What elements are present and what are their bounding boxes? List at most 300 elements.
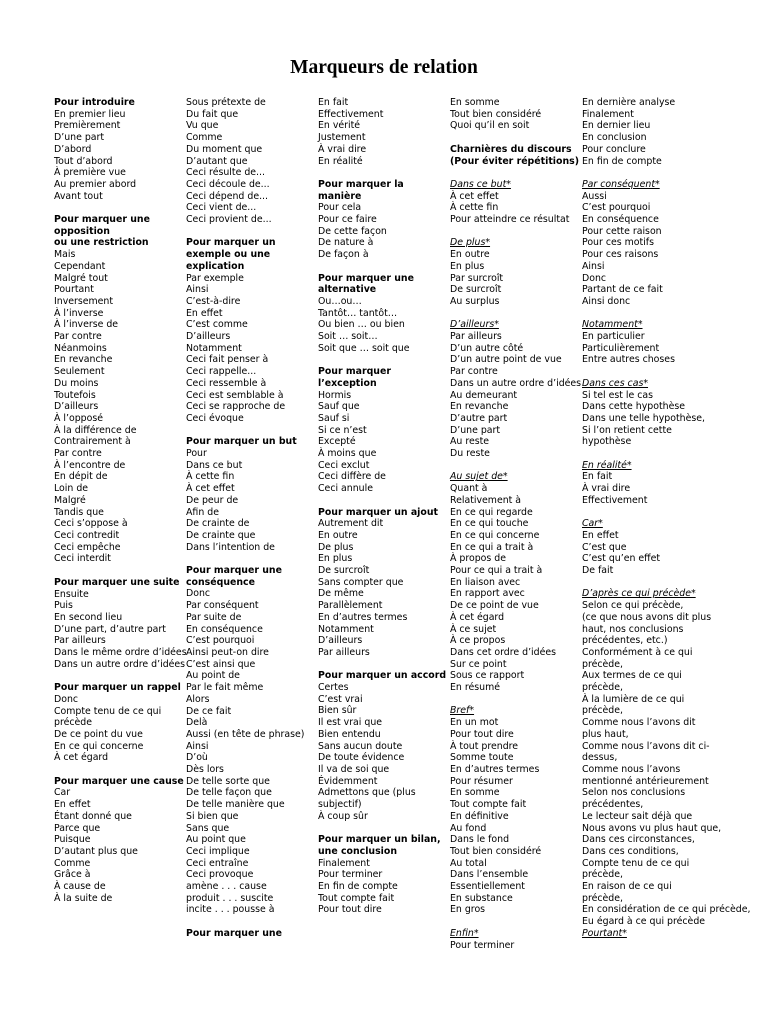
list-item: Si tel est le cas [582, 389, 654, 401]
list-item: En conclusion [582, 132, 647, 144]
list-item: Grâce à [54, 869, 91, 881]
list-item: Au point que [186, 834, 246, 846]
list-item: À vrai dire [318, 143, 367, 155]
section-heading: Pour marquer un but [186, 436, 297, 448]
list-item: De ce fait [186, 705, 232, 717]
list-item: Effectivement [582, 494, 648, 506]
list-item: D’une part [54, 132, 105, 144]
list-item: En outre [318, 529, 358, 541]
list-item: Donc [186, 588, 211, 600]
list-item: Pour tout dire [450, 728, 514, 740]
list-item: Par surcroît [450, 272, 504, 284]
list-item: Donc [54, 693, 79, 705]
list-item: Aussi (en tête de phrase) [186, 728, 305, 740]
section-heading: ou une restriction [54, 237, 149, 249]
list-item: Pour conclure [582, 143, 646, 155]
list-item: Ceci empêche [54, 541, 121, 553]
list-item: Ceci ressemble à [186, 377, 267, 389]
list-item: D’une part [450, 424, 501, 436]
list-item: Malgré tout [54, 272, 108, 284]
list-item: Eu égard à ce qui précède [582, 916, 706, 928]
column-1 [54, 97, 186, 904]
list-item: Sans aucun doute [318, 740, 403, 752]
list-item: Au total [450, 857, 487, 869]
list-item: Ainsi [186, 284, 209, 296]
list-item: Ceci dépend de... [186, 190, 269, 202]
list-item: C’est-à-dire [186, 295, 241, 307]
list-item: En effet [54, 799, 91, 811]
list-item: En outre [450, 249, 490, 261]
list-item: À l’inverse [54, 307, 104, 319]
list-item: Pour tout dire [318, 904, 382, 916]
list-item: Au surplus [450, 295, 500, 307]
list-item: Comme nous l’avons dit plus haut, [582, 717, 696, 740]
list-item: Malgré [54, 494, 86, 506]
list-item: Aux termes de ce qui précède, [582, 670, 682, 694]
list-item: Seulement [54, 366, 105, 378]
list-item: Tout d’abord [54, 155, 113, 167]
subsection-heading: Dans ces cas* [582, 377, 649, 389]
list-item: Justement [318, 132, 366, 144]
list-item: Soit que … soit que [318, 342, 410, 354]
list-item: De façon à [318, 249, 369, 261]
list-item: C’est ainsi que [186, 658, 256, 670]
list-item: Cependant [54, 260, 106, 272]
list-item: C’est qu’en effet [582, 553, 661, 565]
list-item: Ceci interdit [54, 553, 111, 565]
list-item: C’est vrai [318, 693, 363, 705]
column-5 [582, 97, 751, 940]
column-2 [186, 97, 318, 940]
list-item: Sans que [186, 822, 230, 834]
list-item: Parce que [54, 822, 101, 834]
list-item: Par exemple [186, 272, 244, 284]
subsection-heading: De plus* [450, 237, 491, 249]
list-item: Entre autres choses [582, 354, 675, 366]
list-item: Admettons que (plus subjectif) [318, 787, 416, 811]
section-heading: Pour introduire [54, 97, 135, 108]
list-item: Du moins [54, 377, 99, 389]
list-item: Dans ces conditions, [582, 845, 679, 857]
list-item: De cette façon [318, 225, 387, 237]
list-item: En revanche [54, 354, 113, 366]
section-heading: Pour marquer une conséquence [186, 565, 282, 588]
list-item: Du reste [450, 448, 490, 460]
list-item: Ceci entraîne [186, 857, 249, 869]
list-item: Sauf que [318, 401, 360, 413]
list-item: De crainte de [186, 518, 250, 530]
list-item: Dès lors [186, 764, 224, 776]
list-item: En conséquence [582, 214, 659, 226]
list-item: C’est pourquoi [582, 202, 651, 214]
list-item: Ceci implique [186, 845, 250, 857]
list-item: Pour terminer [318, 869, 383, 881]
list-item: Dans l’intention de [186, 541, 275, 553]
list-item: En vérité [318, 120, 361, 132]
section-heading: Pour marquer une suite [54, 576, 180, 588]
list-item: En revanche [450, 401, 509, 413]
list-item: Toutefois [54, 389, 96, 401]
list-item: C’est pourquoi [186, 635, 255, 647]
list-item: Tantôt… tantôt… [318, 307, 398, 319]
list-item: Notamment [186, 342, 242, 354]
list-item: Selon ce qui précède, [582, 600, 684, 612]
list-item: Dans le même ordre d’idées [54, 647, 187, 659]
list-item: Dans un autre ordre d’idées [54, 658, 186, 670]
list-item: À l’encontre de [54, 459, 126, 471]
list-item: Dans un autre ordre d’idées [450, 377, 582, 389]
list-item: Contrairement à [54, 436, 131, 448]
list-item: Comme [186, 132, 223, 144]
list-item: En ce qui concerne [54, 740, 144, 752]
list-item: Par suite de [186, 611, 242, 623]
list-item: En effet [582, 529, 619, 541]
subsection-heading: Bref* [450, 705, 475, 717]
list-item: incite . . . pousse à [186, 904, 275, 916]
list-item: Quoi qu’il en soit [450, 120, 530, 132]
list-item: Autrement dit [318, 518, 384, 530]
list-item: Inversement [54, 295, 114, 307]
list-item: En ce qui a trait à [450, 541, 534, 553]
list-item: Pour cette raison [582, 225, 662, 237]
list-item: À cet égard [450, 611, 505, 623]
section-heading: Charnières du discours (Pour éviter répétitions) [450, 143, 579, 167]
list-item: En somme [450, 97, 500, 108]
list-item: En ce qui concerne [450, 529, 540, 541]
list-item: C’est comme [186, 319, 248, 331]
list-item: À tout prendre [450, 740, 519, 752]
list-item: Au point de [186, 670, 240, 682]
list-item: En dépit de [54, 471, 108, 483]
page-title: Marqueurs de relation [290, 57, 478, 78]
list-item: Par le fait même [186, 682, 264, 694]
subsection-heading: Au sujet de* [450, 471, 508, 483]
subsection-heading: Par conséquent* [582, 178, 660, 190]
list-item: Bien sûr [318, 705, 357, 717]
list-item: Ceci rappelle... [186, 366, 257, 378]
list-item: De fait [582, 565, 614, 577]
list-item: En liaison avec [450, 576, 521, 588]
list-item: Dans une telle hypothèse, [582, 412, 705, 424]
list-item: Comme nous l’avons mentionné antérieurement [582, 763, 709, 787]
list-item: En premier lieu [54, 108, 126, 120]
list-item: Soit … soit… [318, 331, 378, 343]
list-item: Compte tenu de ce qui précède [54, 705, 162, 729]
list-item: Au reste [450, 436, 490, 448]
list-item: Du moment que [186, 143, 263, 155]
list-item: Ceci vient de... [186, 202, 257, 214]
section-heading: Pour marquer un rappel [54, 682, 181, 694]
list-item: amène . . . cause [186, 881, 267, 893]
list-item: Ainsi [186, 740, 209, 752]
list-item: Dans cette hypothèse [582, 401, 686, 413]
list-item: Tout bien considéré [450, 845, 542, 857]
list-item: En effet [186, 307, 223, 319]
list-item: Du fait que [186, 108, 239, 120]
list-item: En ce qui touche [450, 518, 529, 530]
list-item: En d’autres termes [450, 763, 540, 775]
list-item: C’est que [582, 541, 627, 553]
list-item: En plus [318, 553, 353, 565]
list-item: De ce point du vue [54, 728, 143, 740]
list-item: Par conséquent [186, 600, 259, 612]
list-item: Ceci annule [318, 483, 373, 495]
list-item: En ce qui regarde [450, 506, 533, 518]
list-item: Ceci fait penser à [186, 354, 269, 366]
list-item: D’ailleurs [318, 635, 363, 647]
list-item: En réalité [318, 155, 363, 167]
list-item: De telle sorte que [186, 775, 270, 787]
list-item: De crainte que [186, 529, 256, 541]
list-item: Ceci se rapproche de [186, 401, 286, 413]
section-heading: Pour marquer une [186, 927, 282, 939]
list-item: D’autant que [186, 155, 248, 167]
list-item: Certes [318, 682, 349, 694]
list-item: produit . . . suscite [186, 892, 274, 904]
list-item: Si ce n’est [318, 424, 367, 436]
list-item: À cet effet [186, 483, 235, 495]
list-item: En plus [450, 260, 485, 272]
list-item: Ensuite [54, 588, 89, 600]
list-item: Sans compter que [318, 576, 404, 588]
list-item: De toute évidence [318, 752, 405, 764]
subsection-heading: Dans ce but* [450, 178, 511, 190]
section-heading: Pour marquer la manière [318, 178, 404, 202]
list-item: Mais [54, 249, 76, 261]
list-item: De plus [318, 541, 354, 553]
list-item: En considération de ce qui précède, [582, 904, 751, 916]
subsection-heading: Enfin* [450, 927, 479, 939]
list-item: À la lumière de ce qui précède, [582, 693, 685, 717]
list-item: En un mot [450, 717, 499, 729]
list-item: En fait [318, 97, 349, 108]
list-item: Sous ce rapport [450, 670, 525, 682]
list-item: En fait [582, 471, 613, 483]
list-item: Néanmoins [54, 342, 107, 354]
list-item: Ceci découle de... [186, 178, 270, 190]
list-item: De surcroît [318, 565, 370, 577]
list-item: En dernier lieu [582, 120, 651, 132]
list-item: À ce propos [450, 635, 506, 647]
list-item: En particulier [582, 331, 645, 343]
list-item: Par ailleurs [54, 635, 106, 647]
column-3 [318, 97, 450, 916]
list-item: Quant à [450, 483, 488, 495]
list-item: Évidemment [318, 775, 378, 787]
list-item: En gros [450, 904, 486, 916]
list-item: Au fond [450, 822, 487, 834]
subsection-heading: Pourtant* [582, 927, 627, 939]
list-item: À vrai dire [582, 483, 631, 495]
list-item: (ce que nous avons dit plus haut, nos conclusions précédentes, etc.) [582, 611, 712, 647]
list-item: Ceci s’oppose à [54, 518, 128, 530]
column-4 [450, 97, 582, 951]
list-item: D’une part, d’autre part [54, 623, 166, 635]
list-item: Dans le fond [450, 834, 510, 846]
list-item: Le lecteur sait déjà que [582, 810, 693, 822]
subsection-heading: D’ailleurs* [450, 319, 499, 331]
list-item: À l’inverse de [54, 319, 119, 331]
list-item: Parallèlement [318, 600, 383, 612]
list-item: Partant de ce fait [582, 284, 663, 296]
list-item: Notamment [318, 623, 374, 635]
list-item: D’un autre côté [450, 342, 524, 354]
list-item: Ceci exclut [318, 459, 370, 471]
list-item: De même [318, 588, 364, 600]
list-item: Pour cela [318, 202, 362, 214]
list-item: Effectivement [318, 108, 384, 120]
list-item: Tout bien considéré [450, 108, 542, 120]
list-item: Avant tout [54, 190, 103, 202]
section-heading: Pour marquer l’exception [318, 366, 391, 389]
list-item: Par ailleurs [450, 331, 502, 342]
list-item: En second lieu [54, 611, 123, 623]
list-item: En dernière analyse [582, 97, 676, 108]
list-item: De peur de [186, 494, 239, 506]
list-item: En fin de compte [582, 155, 662, 167]
list-item: Ainsi peut-on dire [186, 647, 269, 658]
list-item: À la suite de [54, 892, 113, 904]
list-item: Par ailleurs [318, 646, 370, 658]
list-item: De telle façon que [186, 787, 272, 799]
list-item: Ceci évoque [186, 412, 244, 424]
list-item: À cette fin [186, 471, 235, 483]
list-item: Pour résumer [450, 775, 513, 787]
list-item: À propos de [450, 553, 506, 565]
list-item: Si bien que [186, 810, 239, 822]
list-item: D’ailleurs [186, 331, 231, 343]
section-heading: Pour marquer un bilan, une conclusion [318, 834, 441, 857]
list-item: Par contre [450, 366, 498, 378]
list-item: Sous prétexte de [186, 97, 266, 108]
list-item: Conformément à ce qui précède, [582, 646, 693, 670]
section-heading: Pour marquer un accord [318, 670, 447, 682]
list-item: Il va de soi que [318, 764, 390, 775]
list-item: Pour [186, 448, 207, 460]
section-heading: Pour marquer une cause [54, 775, 184, 787]
list-item: Bien entendu [318, 728, 381, 740]
list-item: D’un autre point de vue [450, 354, 562, 366]
subsection-heading: D’après ce qui précède* [582, 588, 696, 600]
subsection-heading: Notamment* [582, 319, 643, 331]
section-heading: Pour marquer une alternative [318, 272, 414, 296]
subsection-heading: En réalité* [582, 459, 632, 471]
list-item: Ou bien … ou bien [318, 319, 405, 331]
subsection-heading: Car* [582, 518, 603, 530]
list-item: De surcroît [450, 284, 502, 296]
list-item: Ceci est semblable à [186, 389, 284, 401]
list-item: De nature à [318, 237, 374, 249]
list-item: Sur ce point [450, 658, 507, 670]
list-item: Aussi [582, 190, 607, 202]
list-item: Au premier abord [54, 178, 137, 190]
list-item: D’autant plus que [54, 845, 138, 857]
list-item: Par contre [54, 331, 102, 343]
list-item: Pourtant [54, 284, 94, 296]
list-item: Ceci provient de... [186, 214, 272, 226]
list-item: Excepté [318, 436, 356, 448]
list-item: Par contre [54, 448, 102, 460]
list-item: À cet effet [450, 190, 499, 202]
list-item: Pour atteindre ce résultat [450, 214, 570, 225]
list-item: Si l’on retient cette hypothèse [582, 424, 672, 448]
list-item: Ceci provoque [186, 869, 254, 881]
list-item: Particulièrement [582, 342, 660, 354]
list-item: De telle manière que [186, 799, 285, 811]
list-item: Étant donné que [54, 810, 132, 822]
list-item: Essentiellement [450, 881, 525, 893]
list-item: Car [54, 787, 71, 799]
list-item: En conséquence [186, 623, 263, 635]
list-item: En raison de ce qui précède, [582, 881, 672, 904]
list-item: Finalement [318, 857, 370, 869]
list-item: Ou…ou… [318, 295, 362, 307]
list-item: Alors [186, 693, 210, 705]
list-item: À cause de [54, 881, 106, 893]
list-item: De ce point de vue [450, 600, 539, 612]
list-item: D’abord [54, 143, 92, 155]
list-item: Pour ce qui a trait à [450, 565, 543, 577]
list-item: Pour ces motifs [582, 237, 654, 249]
list-item: Dans l’ensemble [450, 869, 529, 881]
list-item: En rapport avec [450, 588, 525, 600]
list-item: Selon nos conclusions précédentes, [582, 787, 686, 811]
list-item: Sauf si [318, 412, 350, 424]
list-item: Pour terminer [450, 939, 515, 951]
list-item: Ceci diffère de [318, 471, 386, 483]
list-item: Il est vrai que [318, 717, 383, 729]
list-item: En d’autres termes [318, 611, 408, 623]
list-item: À moins que [318, 448, 377, 460]
list-item: Pour ce faire [318, 214, 377, 226]
list-item: À première vue [54, 167, 126, 179]
list-item: Tout compte fait [318, 892, 395, 904]
list-item: À la différence de [54, 424, 137, 436]
list-item: Ceci contredit [54, 530, 120, 541]
list-item: Vu que [186, 120, 219, 132]
list-item: Hormis [318, 389, 352, 401]
list-item: En définitive [450, 810, 509, 822]
list-item: D’où [186, 752, 208, 764]
list-item: En fin de compte [318, 881, 398, 893]
list-item: Pour ces raisons [582, 249, 659, 261]
list-item: Compte tenu de ce qui précède, [582, 857, 690, 881]
section-heading: Pour marquer une opposition [54, 214, 150, 237]
list-item: Puisque [54, 834, 91, 846]
section-heading: Pour marquer un exemple ou une explication [186, 237, 276, 272]
list-item: Tandis que [54, 506, 104, 518]
list-item: Ainsi [582, 260, 605, 272]
list-item: Afin de [186, 506, 219, 518]
list-item: Dans cet ordre d’idées [450, 646, 557, 658]
section-heading: Pour marquer un ajout [318, 506, 438, 518]
list-item: Comme [54, 857, 91, 869]
list-item: Tout compte fait [450, 799, 527, 811]
list-item: En somme [450, 787, 500, 799]
list-item: D’ailleurs [54, 401, 99, 413]
list-item: Donc [582, 272, 607, 284]
list-item: À cet égard [54, 752, 109, 764]
list-item: Relativement à [450, 494, 522, 506]
list-item: Delà [186, 717, 208, 729]
list-item: Premièrement [54, 120, 121, 132]
list-item: Dans ces circonstances, [582, 834, 695, 846]
list-item: Ceci résulte de... [186, 167, 265, 179]
list-item: En substance [450, 892, 513, 904]
list-item: En résumé [450, 682, 500, 694]
list-item: Nous avons vu plus haut que, [582, 822, 722, 834]
list-item: D’autre part [450, 412, 508, 424]
